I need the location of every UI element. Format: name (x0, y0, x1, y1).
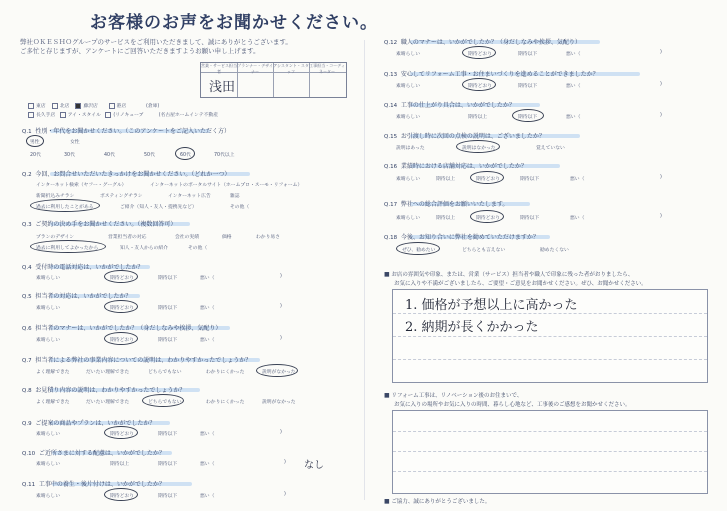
q3-opt-2[interactable]: 営業担当者の対応 (108, 235, 147, 240)
staff-handwritten-name: 浅田 (209, 80, 236, 95)
q18-opt-2[interactable]: どちらとも言えない (462, 248, 506, 253)
q6-selected-circle (104, 332, 138, 345)
comment2-prompt-1: ■ リフォーム工事は、リノベーション後のお住まいで、 (384, 392, 523, 399)
staff-col-construction: 工事担当・コーディネーター (309, 63, 345, 74)
staff-col-planner: プランナー・デザイナー (237, 63, 274, 97)
q4-opt-4[interactable]: 悪い（ (200, 276, 215, 281)
q10-opt-4[interactable]: 悪い（ (200, 462, 215, 467)
q3-opt-5[interactable]: わかり易さ (256, 235, 280, 240)
q1-opt-70s[interactable]: 70代以上 (214, 153, 235, 158)
q5-opt-2[interactable]: 期待どおり (110, 306, 134, 311)
q6-label: Q.6 担当者のマナーは、いかがでしたか？（身だしなみや挨拶、気配り） (22, 325, 222, 332)
q3-opt-4[interactable]: 価格 (222, 235, 232, 240)
q12-label: Q.12 職人のマナーは、いかがでしたか？（身だしなみや挨拶、気配り） (384, 39, 581, 46)
q7-opt-1[interactable]: よく理解できた (36, 370, 70, 375)
q7-label: Q.7 担当者による弊社の事業内容についての説明は、わかりやすかったでしょうか？ (22, 357, 252, 364)
q18-opt-3[interactable]: 勧めたくない (540, 248, 569, 253)
q13-opt-4[interactable]: 悪い（ (566, 84, 581, 89)
q16-label: Q.16 業績時における店舗対応は、いかがでしたか？ (384, 163, 527, 170)
q16-opt-4[interactable]: 期待以下 (520, 177, 540, 182)
q14-selected-circle (512, 109, 544, 122)
q13-label: Q.13 安心してリフォーム工事・お住まいづくりを進めることができましたか？ (384, 71, 599, 78)
q6-opt-4[interactable]: 悪い（ (200, 338, 215, 343)
comment2-box[interactable] (392, 410, 708, 494)
q1-opt-50s[interactable]: 50代 (144, 153, 155, 158)
q3-opt-3[interactable]: 会社の実績 (175, 235, 199, 240)
q10-label: Q.10 ご近所さまに対する配慮は、いかがでしたか？ (22, 450, 165, 457)
q13-opt-2[interactable]: 期待どおり (468, 84, 492, 89)
comment1-line-1: 1. 価格が予想以上に高かった (405, 298, 578, 313)
q8-opt-2[interactable]: だいたい理解できた (86, 400, 130, 405)
q9-selected-circle (104, 426, 138, 439)
q2-opt-6[interactable]: 雑誌 (230, 194, 240, 199)
q1-opt-male[interactable]: 男性 (30, 140, 40, 145)
q16-opt-5[interactable]: 悪い（ (570, 177, 585, 182)
q4-opt-1[interactable]: 素晴らしい (36, 276, 60, 281)
q14-label: Q.14 工事の仕上がり具合は、いかがでしたか？ (384, 102, 515, 109)
q2-opt-8[interactable]: ご紹介（知人・友人・提携先など） (120, 205, 197, 210)
q12-opt-2[interactable]: 期待どおり (468, 52, 492, 57)
q10-opt-1[interactable]: 素晴らしい (36, 462, 60, 467)
q15-label: Q.15 お引渡し時に次回の点検の説明は、ございましたか？ (384, 133, 545, 140)
q14-opt-3[interactable]: 期待以下 (518, 115, 538, 120)
q5-label: Q.5 担当者の対応は、いかがでしたか？ (22, 293, 132, 300)
q16-opt-3[interactable]: 期待どおり (476, 177, 500, 182)
q16-selected-circle (470, 171, 504, 184)
q1-opt-30s[interactable]: 30代 (64, 153, 75, 158)
q17-opt-1[interactable]: 素晴らしい (396, 216, 420, 221)
q7-opt-2[interactable]: だいたい理解できた (86, 370, 130, 375)
q8-opt-3[interactable]: どちらでもない (148, 400, 182, 405)
q3-selected-circle (30, 240, 106, 253)
staff-col-assistant: アシスタント・スタッフ (273, 63, 310, 97)
q3-opt-7[interactable]: 知人・友人からの紹介 (120, 246, 168, 251)
q15-opt-2[interactable]: 説明はなかった (462, 146, 496, 151)
q10-opt-3[interactable]: 期待以下 (158, 462, 178, 467)
q2-opt-2[interactable]: インターネットのポータルサイト（ホームプロ・スーモ・リフォーム） (150, 183, 303, 188)
q12-opt-4[interactable]: 悪い（ (566, 52, 581, 57)
q17-opt-2[interactable]: 期待以上 (436, 216, 456, 221)
q12-selected-circle (462, 46, 496, 59)
q4-opt-3[interactable]: 期待以下 (158, 276, 178, 281)
comment1-box[interactable] (392, 289, 708, 383)
q1-age-circle (175, 147, 195, 160)
q13-selected-circle (462, 78, 496, 91)
q11-opt-3[interactable]: 期待以下 (158, 494, 178, 499)
q5-opt-3[interactable]: 期待以下 (158, 306, 178, 311)
comment1-line-2: 2. 納期が長くかかった (405, 320, 539, 335)
q2-opt-9[interactable]: その他（ (230, 205, 250, 210)
intro-line-1: 弊社ＯＫＥＳＨＯグループのサービスをご利用いただきまして、誠にありがとうございます。 (20, 38, 292, 46)
q9-opt-4[interactable]: 悪い（ (200, 432, 215, 437)
q17-opt-4[interactable]: 期待以下 (520, 216, 540, 221)
q5-opt-1[interactable]: 素晴らしい (36, 306, 60, 311)
intro-line-2: ご多忙と存じますが、アンケートにご回答いただきますようお願い申し上げます。 (20, 47, 260, 55)
q2-opt-1[interactable]: インターネット検索（ヤフー・グーグル） (36, 183, 127, 188)
q8-label: Q.8 お見積り内容の説明は、わかりやすかったでしょうか？ (22, 387, 186, 394)
q2-opt-5[interactable]: インターネット広告 (168, 194, 211, 199)
q17-selected-circle (470, 210, 504, 223)
comment2-prompt-2: お気に入りの場所やお気に入りの時間、暮らし心地など、工事後のご感想をお聞かせください。 (394, 402, 631, 408)
q8-opt-1[interactable]: よく理解できた (36, 400, 70, 405)
q13-opt-1[interactable]: 素晴らしい (396, 84, 420, 89)
q11-opt-2[interactable]: 期待どおり (110, 494, 134, 499)
store-row-2: 長久手店 アイ・スタイル (リノキューブ (名古屋ホームインテ不動産 (28, 111, 218, 118)
column-divider (364, 40, 365, 500)
staff-col-sales: 営業・サービス担当者 (201, 63, 238, 97)
q7-selected-circle (256, 364, 298, 377)
q5-opt-4[interactable]: 悪い（ (200, 306, 215, 311)
q15-opt-1[interactable]: 説明はあった (396, 146, 425, 151)
q17-opt-3[interactable]: 期待どおり (476, 216, 500, 221)
q1-label: Q.1 性別・年代をお聞かせください。（このアンケートをご記入いただく方） (22, 128, 231, 135)
q18-selected-circle (396, 242, 440, 255)
q18-opt-1[interactable]: ぜひ、勧めたい (402, 248, 436, 253)
q14-opt-1[interactable]: 素晴らしい (396, 115, 420, 120)
q3-label: Q.3 ご契約の決め手をお聞かせください。（複数回答可） (22, 221, 177, 228)
q4-label: Q.4 受付時の電話対応は、いかがでしたか？ (22, 264, 144, 271)
q14-opt-4[interactable]: 悪い（ (566, 115, 581, 120)
q6-opt-2[interactable]: 期待どおり (110, 338, 134, 343)
store-row-1: 東店 北店 藤沢店 港店 (倉庫) (28, 102, 159, 109)
q3-opt-6[interactable]: 過去に利用してよかったから (36, 246, 99, 251)
q9-opt-1[interactable]: 素晴らしい (36, 432, 60, 437)
comment1-prompt-2: お気に入りや不満がございましたら、ご要望・ご意見をお聞かせください。ぜひ、お聞かせください。 (394, 281, 647, 287)
q1-selected-circle (26, 135, 44, 147)
q16-opt-1[interactable]: 素晴らしい (396, 177, 420, 182)
q17-opt-5[interactable]: 悪い（ (570, 216, 585, 221)
q9-label: Q.9 ご提案の商品やプランは、いかがでしたか？ (22, 420, 156, 427)
q11-opt-1[interactable]: 素晴らしい (36, 494, 60, 499)
q4-selected-circle (104, 270, 138, 283)
footer-thanks: ■ ご協力、誠にありがとうございました。 (384, 498, 491, 505)
q8-opt-5[interactable]: 説明がなかった (262, 400, 296, 405)
q9-opt-2[interactable]: 期待どおり (110, 432, 134, 437)
comment1-prompt-1: ■ お店の雰囲気や印象、または、営業（サービス）担当者や職人で印象に残った者がおりましたら、 (384, 271, 634, 278)
q2-opt-3[interactable]: 新聞折込みチラシ (36, 194, 75, 199)
staff-table (200, 62, 347, 98)
q2-label: Q.2 今回、お問合せいただいたきっかけをお聞かせください。（どれか一つ） (22, 171, 231, 178)
q6-opt-1[interactable]: 素晴らしい (36, 338, 60, 343)
q2-opt-4[interactable]: ポスティングチラシ (100, 194, 143, 199)
q12-opt-1[interactable]: 素晴らしい (396, 52, 420, 57)
q10-opt-2[interactable]: 期待以上 (110, 462, 130, 467)
q17-label: Q.17 弊社への総合評価をお願いいたします。 (384, 201, 509, 208)
q10-handwritten-note: なし (304, 460, 324, 471)
q1-opt-40s[interactable]: 40代 (104, 153, 115, 158)
q11-selected-circle (104, 488, 138, 501)
q5-selected-circle (104, 300, 138, 313)
q15-selected-circle (456, 140, 500, 153)
q1-opt-20s[interactable]: 20代 (30, 153, 41, 158)
q3-opt-1[interactable]: プランのデザイン (36, 235, 75, 240)
q3-opt-8[interactable]: その他（ (188, 246, 208, 251)
q7-opt-5[interactable]: 説明がなかった (262, 370, 296, 375)
q6-opt-3[interactable]: 期待以下 (158, 338, 178, 343)
q8-opt-4[interactable]: わかりにくかった (206, 400, 245, 405)
q4-opt-2[interactable]: 期待どおり (110, 276, 134, 281)
q7-opt-4[interactable]: わかりにくかった (206, 370, 245, 375)
q2-selected-circle (30, 199, 100, 212)
q2-opt-7[interactable]: 過去に利用したことがある (36, 205, 94, 210)
page-title: お客様のお声をお聞かせください。 (90, 13, 378, 33)
q14-opt-2[interactable]: 期待以上 (468, 115, 488, 120)
q16-opt-2[interactable]: 期待以上 (436, 177, 456, 182)
q7-opt-3[interactable]: どちらでもない (148, 370, 182, 375)
q8-selected-circle (142, 394, 184, 407)
q1-opt-60s[interactable]: 60代 (180, 153, 191, 158)
q1-opt-female[interactable]: 女性 (70, 140, 80, 145)
q12-opt-3[interactable]: 期待以下 (518, 52, 538, 57)
q9-opt-3[interactable]: 期待以下 (158, 432, 178, 437)
q11-label: Q.11 工事中の養生・後片付けは、いかがでしたか？ (22, 481, 165, 488)
q11-opt-4[interactable]: 悪い（ (200, 494, 215, 499)
q13-opt-3[interactable]: 期待以下 (518, 84, 538, 89)
q15-opt-3[interactable]: 覚えていない (536, 146, 565, 151)
q18-label: Q.18 今後、お知り合いに弊社を勧めていただけますか？ (384, 234, 539, 241)
